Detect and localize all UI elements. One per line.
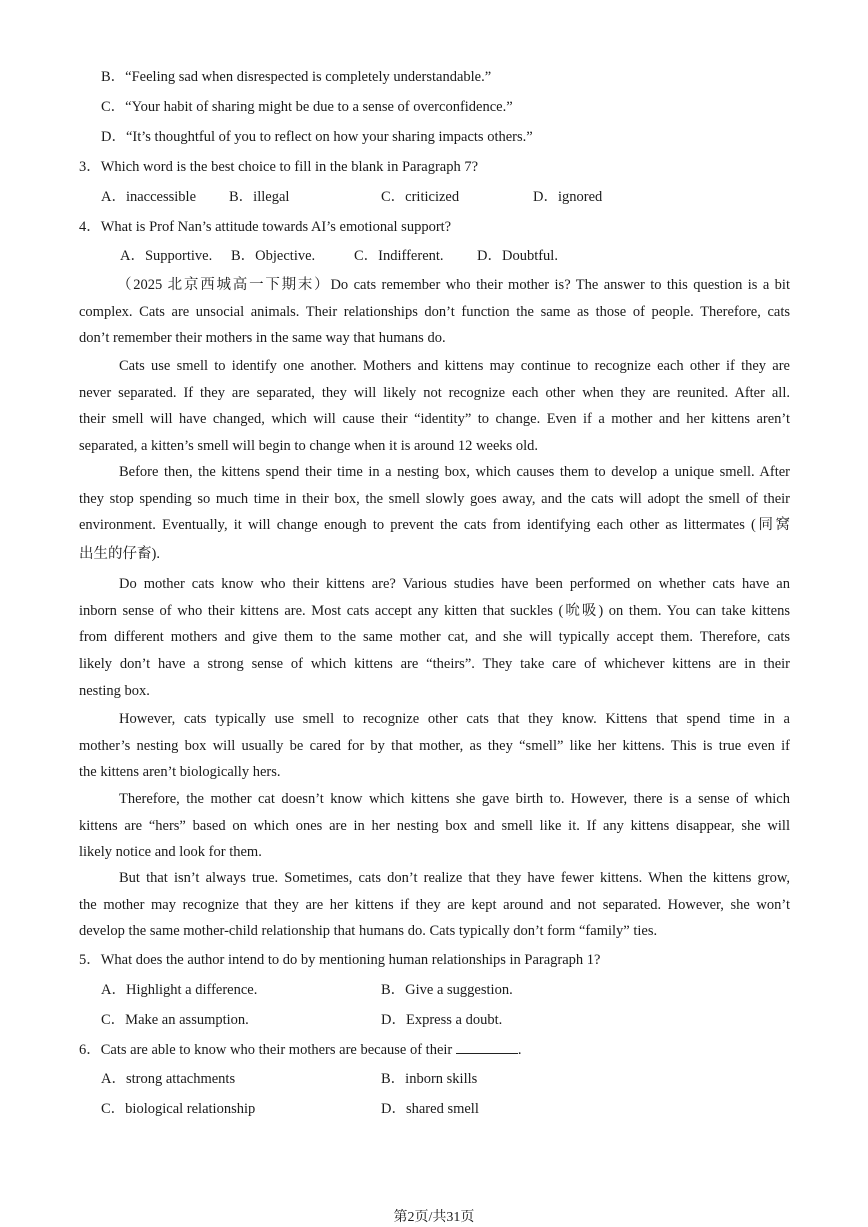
page-number: 第2页/共31页 [393,1210,475,1225]
passage-line: they stop spending so much time in their box, the smell slowly goes away, and the cats will adopt the smell of their [79,490,790,507]
passage-line: （2025 北京西城高一下期末）Do cats remember who their mother is? The answer to this question is a bit [117,277,790,293]
passage-line: likely notice and look for them. [79,844,262,861]
q3-option-b: B．illegal [229,189,290,205]
q5-option-c: C．Make an assumption. [101,1012,249,1028]
passage-line: mother’s nesting box will usually be cared for by that mother, as they “smell” like her kittens. This is true even if [79,737,790,754]
q5-option-b: B．Give a suggestion. [381,982,513,998]
q4-option-d: D．Doubtful. [477,248,558,264]
passage-line: 出生的仔畜). [79,546,160,563]
passage-line: complex. Cats are unsocial animals. Their relationships don’t function the same as those of people. Therefore, cats [79,303,790,320]
q5-option-d: D．Express a doubt. [381,1012,503,1028]
passage-line: inborn sense of who their kittens are. Most cats accept any kitten that suckles (吮吸) on them. You can take kittens [79,602,790,619]
q3-option-c: C．criticized [381,189,460,205]
passage-paragraph-1 [79,272,790,352]
passage-line: Do mother cats know who their kittens are? Various studies have been performed on whether cats have an [119,576,790,592]
passage-paragraph-3 [79,459,790,568]
passage-line: from different mothers and give them to the same mother cat, and she will typically accept them. Therefore, cats [79,629,790,646]
q5-stem: 5．What does the author intend to do by mentioning human relationships in Paragraph 1? [79,952,601,968]
q6-option-b: B．inborn skills [381,1071,478,1087]
q2-option-c: C．“Your habit of sharing might be due to a sense of overconfidence.” [101,99,513,115]
q6-stem [79,1039,522,1060]
q2-option-d: D．“It’s thoughtful of you to reflect on how your sharing impacts others.” [101,129,533,145]
q6-stem-text: 6．Cats are able to know who their mothers are because of their [79,1042,453,1058]
q3-option-a: A．inaccessible [101,189,197,205]
passage-line: separated, a kitten’s smell will begin to change when it is around 12 weeks old. [79,438,539,455]
passage-line: likely don’t have a strong sense of which kittens are “theirs”. They take care of whichever kittens are in their [79,656,790,673]
q5-option-a: A．Highlight a difference. [101,982,258,998]
q4-stem: 4．What is Prof Nan’s attitude towards AI’s emotional support? [79,219,452,235]
q4-option-b: B．Objective. [231,248,316,264]
passage-line: develop the same mother-child relationship that humans do. Cats typically don’t form “family” ties. [79,923,658,940]
q3-option-d: D．ignored [533,189,603,205]
q6-option-a: A．strong attachments [101,1071,236,1087]
passage-line: However, cats typically use smell to recognize other cats that they know. Kittens that spend time in a [119,711,790,727]
q6-stem-end: . [517,1042,522,1058]
passage-line: kittens are “hers” based on which ones are in her nesting box and smell like it. If any kittens disappear, she will [79,817,790,834]
passage-line: the kittens aren’t biologically hers. [79,764,281,781]
passage-line: Before then, the kittens spend their time in a nesting box, which causes them to develop a unique smell. After [119,464,790,480]
passage-line: their smell will have changed, which will cause their “identity” to change. Even if a mother and her kittens aren’t [79,411,790,428]
passage-line: never separated. If they are separated, they will likely not recognize each other when they are reunited. After all. [79,384,790,401]
q2-option-b: B．“Feeling sad when disrespected is completely understandable.” [101,69,492,85]
passage-paragraph-7 [79,865,790,945]
passage-line: But that isn’t always true. Sometimes, cats don’t realize that they have fewer kittens. When the kittens grow, [119,870,790,886]
passage-line: environment. Eventually, it will change enough to prevent the cats from identifying each other as littermates (同窝 [79,517,790,534]
q6-option-d: D．shared smell [381,1101,479,1117]
passage-line: Cats use smell to identify one another. Mothers and kittens may continue to recognize each other if they are [119,358,790,374]
passage-line: nesting box. [79,682,150,699]
passage-paragraph-5 [79,706,790,786]
passage-paragraph-4 [79,571,790,704]
passage-paragraph-2 [79,353,790,460]
passage-line: don’t remember their mothers in the same way that humans do. [79,330,446,347]
q6-option-c: C．biological relationship [101,1101,256,1117]
answer-blank [456,1039,518,1054]
q3-stem: 3．Which word is the best choice to fill in the blank in Paragraph 7? [79,159,479,175]
passage-paragraph-6 [79,786,790,866]
passage-line: Therefore, the mother cat doesn’t know which kittens she gave birth to. However, there is a sense of which [119,791,790,807]
passage-line: the mother may recognize that they are her kittens if they are kept around and not separated. However, she won’t [79,896,790,913]
q4-option-a: A．Supportive. [120,248,213,264]
q4-option-c: C．Indifferent. [354,248,444,264]
